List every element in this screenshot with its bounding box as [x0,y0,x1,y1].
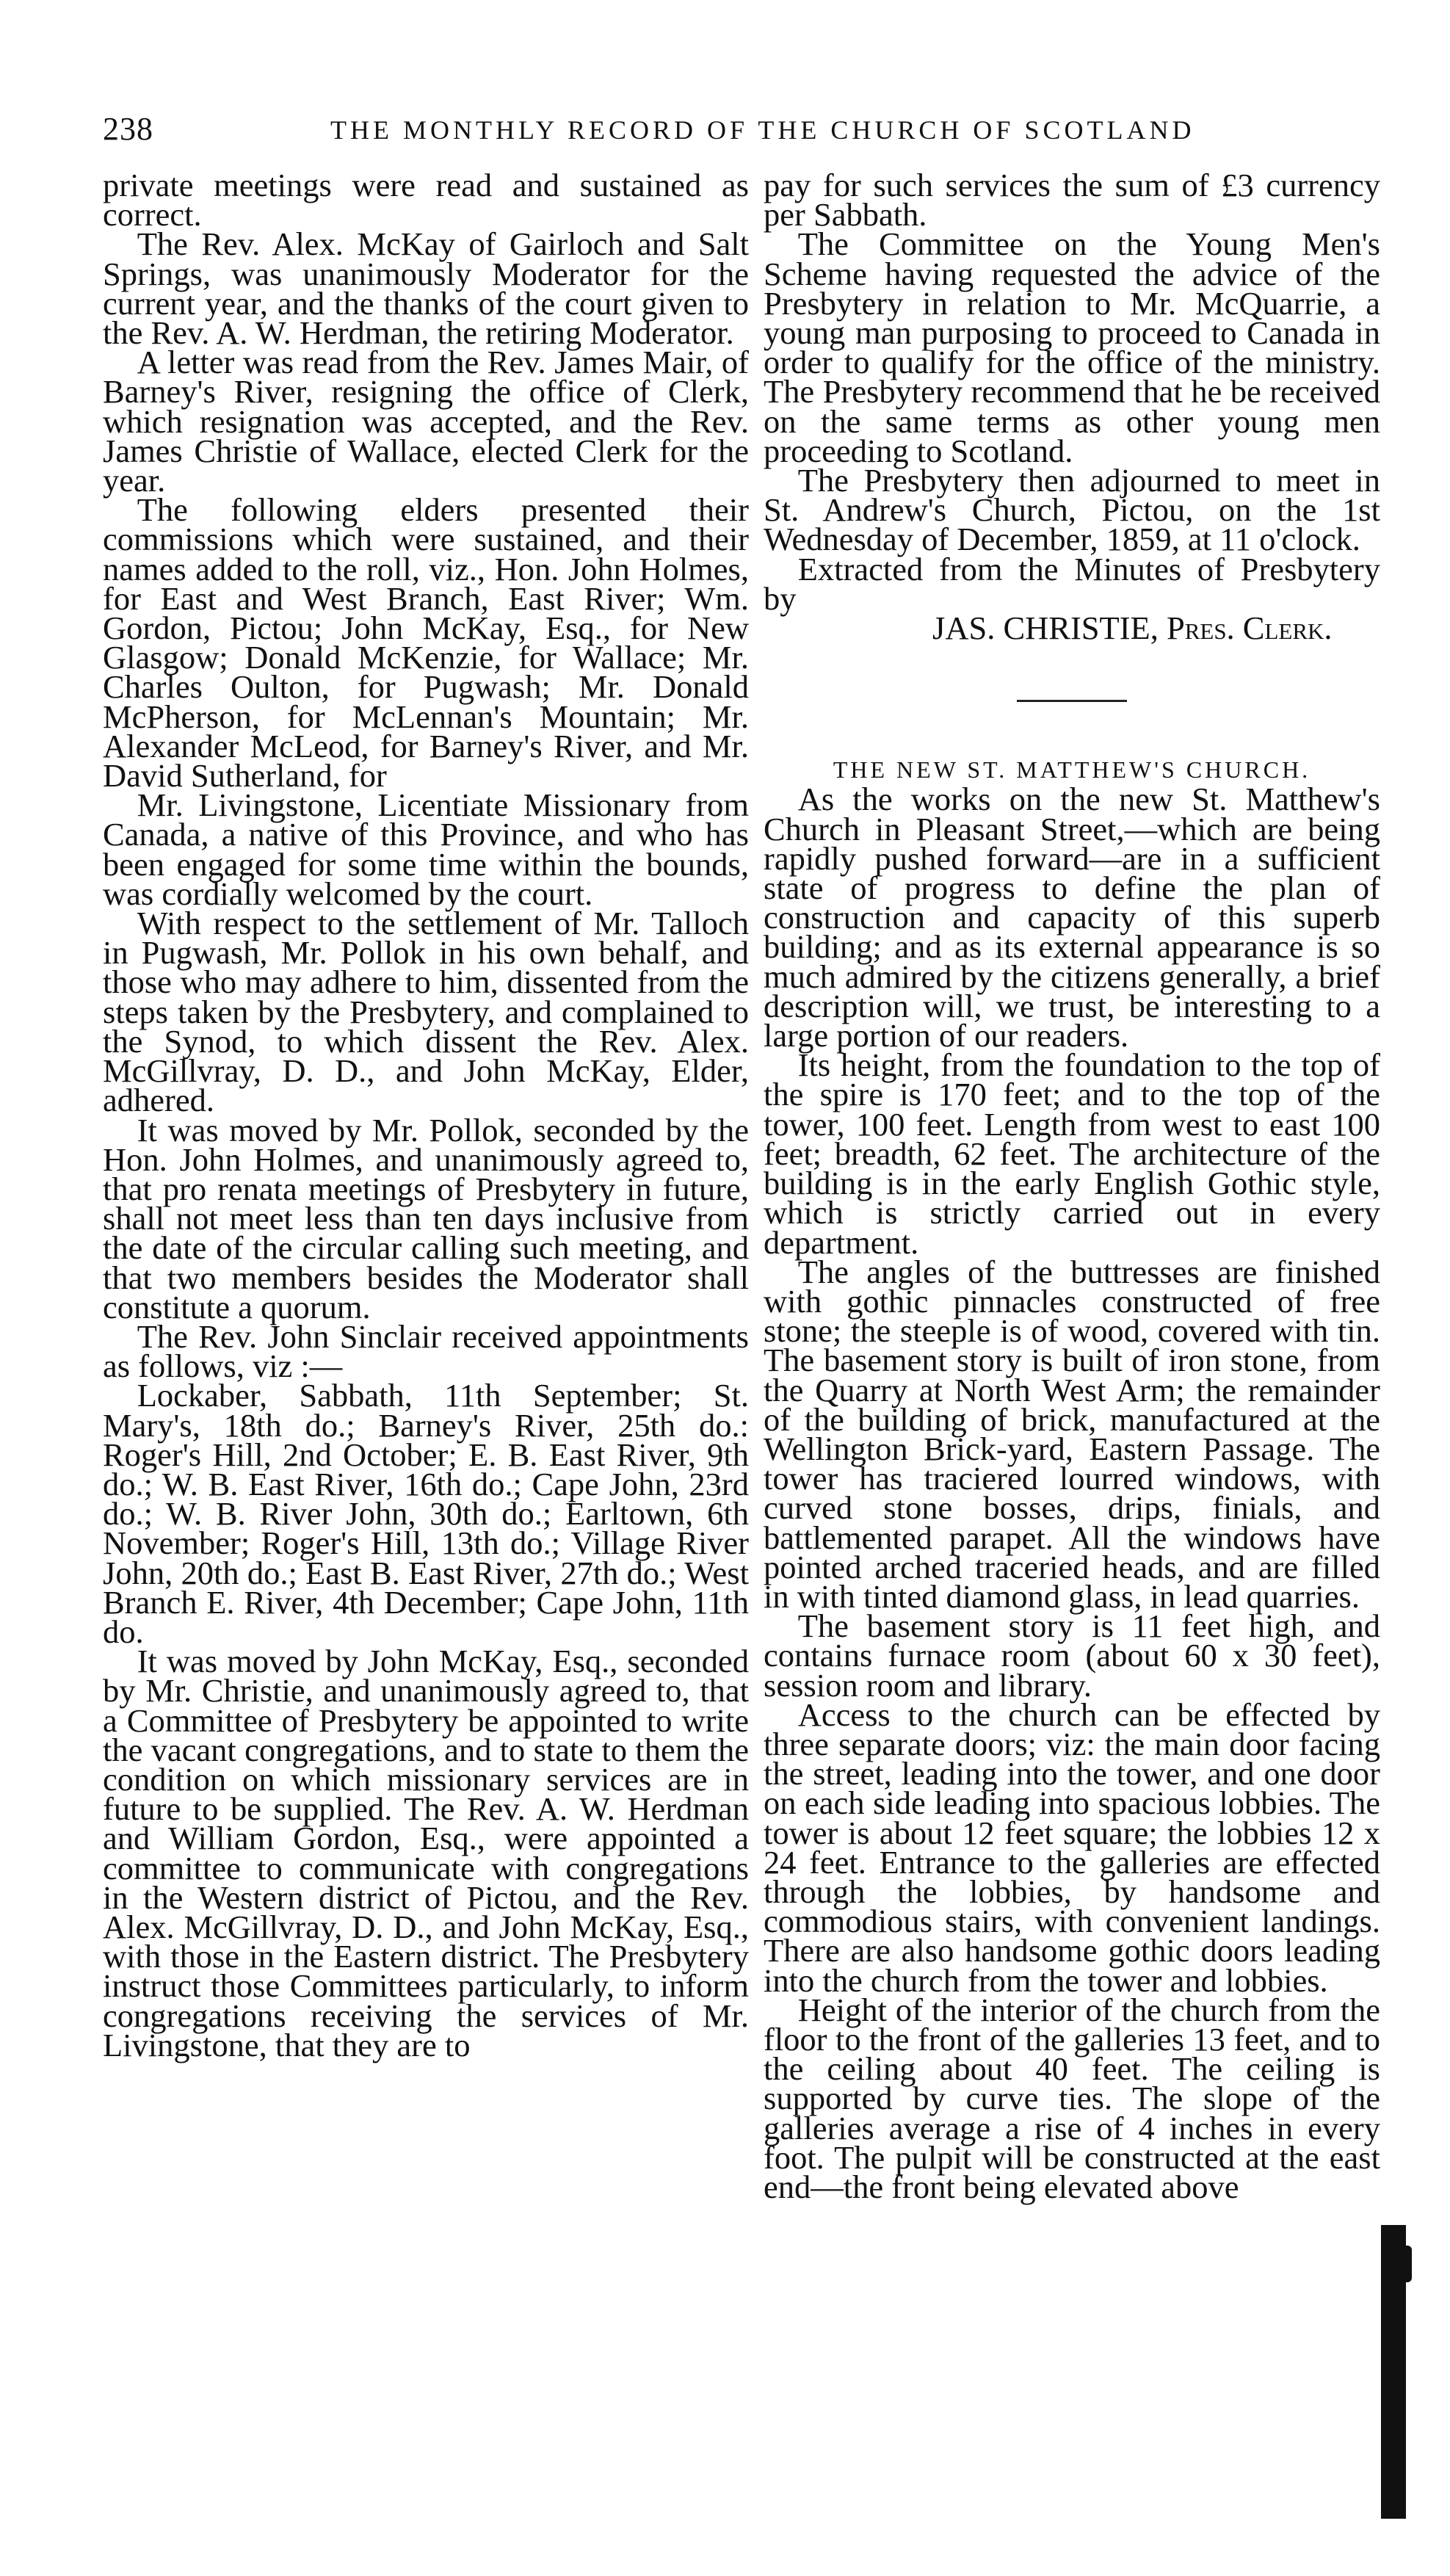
left-column [103,167,749,2063]
extract-line: Extracted from the Minutes of Presbytery by [764,550,1380,617]
paragraph: The Committee on the Young Men's Scheme having requested the advice of the Presbytery in relation to Mr. McQuarrie, a young man purposing to proceed to Canada in order to qualify for the office of the ministry. The Presbytery recommend that he be received on the same terms as other young men proceeding to Scotland. [764,225,1380,469]
section-divider [1017,700,1127,702]
paragraph: The following elders presented their commissions which were sustained, and their names added to the roll, viz., Hon. John Holmes, for East and West Branch, East River; Wm. Gordon, Pictou; John McKay, Esq., for New Glasgow; Donald McKenzie, for Wallace; Mr. Charles Oulton, for Pugwash; Mr. Donald McPherson, for McLennan's Mountain; Mr. Alexander McLeod, for Barney's River, and Mr. David Sutherland, for [103,491,749,795]
paragraph: pay for such services the sum of £3 currency per Sabbath. [764,167,1380,234]
paragraph: It was moved by John McKay, Esq., seconded by Mr. Christie, and unanimously agreed to, that a Committee of Presbytery be appointed to write the vacant congregations, and to state to them the condition on which missionary services are in future to be supplied. The Rev. A. W. Herdman and William Gordon, Esq., were appointed a committee to communicate with congregations in the Western district of Pictou, and the Rev. Alex. McGillvray, D. D., and John McKay, Esq., with those in the Eastern district. The Presbytery instruct those Committees particularly, to inform congregations receiving the services of Mr. Livingstone, that they are to [103,1643,749,2063]
section-heading: THE NEW ST. MATTHEW'S CHURCH. [833,756,1311,784]
paragraph: private meetings were read and sustained as correct. [103,167,749,234]
paragraph: Access to the church can be effected by three separate doors; viz: the main door facing the street, leading into the tower, and one door on each side leading into spacious lobbies. The tower is about 12 feet square; the lobbies 12 x 24 feet. Entrance to the galleries are effected through the lobbies, by handsome and commodious stairs, with convenient landings. There are also handsome gothic doors leading into the church from the tower and lobbies. [764,1696,1380,1999]
running-title: THE MONTHLY RECORD OF THE CHURCH OF SCOTLAND [330,115,1195,145]
page-header [103,110,1395,162]
paragraph: It was moved by Mr. Pollok, seconded by the Hon. John Holmes, and unanimously agreed to, that pro renata meetings of Presbytery in future, shall not meet less than ten days inclusive from the date of the circular calling such meeting, and that two members besides the Moderator shall constitute a quorum. [103,1111,749,1325]
scan-edge-notch [1402,2246,1412,2282]
paragraph: The Presbytery then adjourned to meet in St. Andrew's Church, Pictou, on the 1st Wednesday of December, 1859, at 11 o'clock. [764,462,1380,558]
paragraph: As the works on the new St. Matthew's Church in Pleasant Street,—which are being rapidly pushed forward—are in a sufficient state of progress to define the plan of construction and capacity of this superb building; and as its external appearance is so much admired by the citizens generally, a brief description will, we trust, be interesting to a large portion of our readers. [764,781,1380,1054]
signature: JAS. CHRISTIE, Pres. Clerk. [932,609,1333,647]
paragraph: The Rev. John Sinclair received appointments as follows, viz :— [103,1317,749,1385]
signature-line [764,609,1380,647]
paragraph: The angles of the buttresses are finished with gothic pinnacles constructed of free stone; the steeple is of wood, covered with tin. The basement story is built of iron stone, from the Quarry at North West Arm; the remainder of the building of brick, manufactured at the Wellington Brick-yard, Eastern Passage. The tower has traciered lourred windows, with curved stone bosses, drips, finials, and battlemented parapet. All the windows have pointed arched traceried heads, and are filled in with tinted diamond glass, in lead quarries. [764,1253,1380,1615]
paragraph: Lockaber, Sabbath, 11th September; St. Mary's, 18th do.; Barney's River, 25th do.: Roger's Hill, 2nd October; E. B. East River, 9th do.; W. B. East River, 16th do.; Cape John, 23rd do.; W. B. River John, 30th do.; Earltown, 6th November; Roger's Hill, 13th do.; Village River John, 20th do.; East B. East River, 27th do.; West Branch E. River, 4th December; Cape John, 11th do. [103,1377,749,1650]
paragraph: Its height, from the foundation to the top of the spire is 170 feet; and to the top of the tower, 100 feet. Length from west to east 100 feet; breadth, 62 feet. The architecture of the building is in the early English Gothic style, which is strictly carried out in every department. [764,1046,1380,1261]
paragraph: The basement story is 11 feet high, and contains furnace room (about 60 x 30 feet), session room and library. [764,1607,1380,1704]
paragraph: Mr. Livingstone, Licentiate Missionary from Canada, a native of this Province, and who has been engaged for some time within the bounds, was cordially welcomed by the court. [103,786,749,912]
paragraph: Height of the interior of the church from the floor to the front of the galleries 13 feet, and to the ceiling about 40 feet. The ceiling is supported by curve ties. The slope of the galleries average a rise of 4 inches in every foot. The pulpit will be constructed at the east end—the front being elevated above [764,1991,1380,2205]
paragraph: With respect to the settlement of Mr. Talloch in Pugwash, Mr. Pollok in his own behalf, and those who may adhere to him, dissented from the steps taken by the Presbytery, and complained to the Synod, to which dissent the Rev. Alex. McGillvray, D. D., and John McKay, Elder, adhered. [103,905,749,1119]
right-column [764,167,1380,2205]
page-number: 238 [103,111,153,147]
paragraph: The Rev. Alex. McKay of Gairloch and Salt Springs, was unanimously Moderator for the current year, and the thanks of the court given to the Rev. A. W. Herdman, the retiring Moderator. [103,225,749,352]
paragraph: A letter was read from the Rev. James Mair, of Barney's River, resigning the office of Clerk, which resignation was accepted, and the Rev. James Christie of Wallace, elected Clerk for the year. [103,344,749,499]
